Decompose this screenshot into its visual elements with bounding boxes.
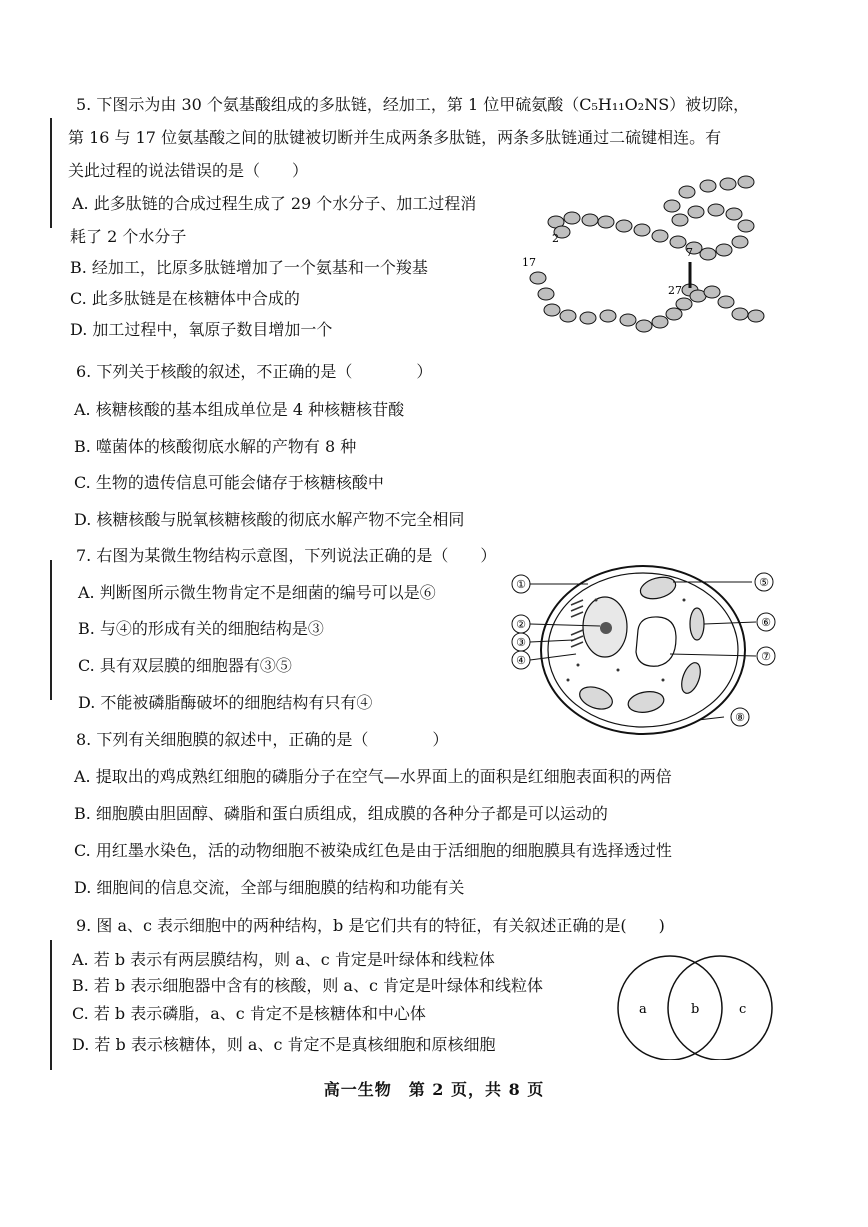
polypeptide-chain-figure [512, 170, 772, 340]
amino-acid-bead [620, 314, 636, 326]
q5-option-c: C. 此多肽链是在核糖体中合成的 [70, 289, 300, 308]
amino-acid-bead [720, 178, 736, 190]
amino-acid-bead [726, 208, 742, 220]
chain-label-27: 27 [668, 284, 682, 297]
amino-acid-bead [732, 236, 748, 248]
amino-acid-bead [538, 288, 554, 300]
q5-option-a-cont: 耗了 2 个水分子 [70, 227, 187, 246]
amino-acid-bead [688, 206, 704, 218]
venn-label-c: c [739, 1002, 747, 1017]
q5-option-d: D. 加工过程中，氧原子数目增加一个 [70, 320, 333, 339]
chain-label-2: 2 [552, 232, 559, 245]
q7-option-c: C. 具有双层膜的细胞器有③⑤ [78, 656, 292, 675]
margin-rule [50, 118, 52, 228]
amino-acid-bead [700, 180, 716, 192]
q8-option-c: C. 用红墨水染色，活的动物细胞不被染成红色是由于活细胞的细胞膜具有选择透过性 [74, 841, 672, 860]
q7-option-a: A. 判断图所示微生物肯定不是细菌的编号可以是⑥ [78, 583, 436, 602]
vacuole [636, 617, 676, 666]
q8-stem: 8. 下列有关细胞膜的叙述中，正确的是（ ） [76, 730, 449, 749]
amino-acid-bead [600, 310, 616, 322]
q7-option-b: B. 与④的形成有关的细胞结构是③ [78, 619, 324, 638]
organelle-right [690, 608, 704, 640]
amino-acid-bead [582, 214, 598, 226]
amino-acid-bead [560, 310, 576, 322]
q6-option-a: A. 核糖核酸的基本组成单位是 4 种核糖核苷酸 [74, 400, 405, 419]
q5-stem-line-3: 关此过程的说法错误的是（ ） [68, 161, 309, 180]
amino-acid-bead [652, 230, 668, 242]
q9-option-c: C. 若 b 表示磷脂，a、c 肯定不是核糖体和中心体 [72, 1004, 426, 1023]
q5-option-b: B. 经加工，比原多肽链增加了一个氨基和一个羧基 [70, 258, 428, 277]
venn-circle-a [618, 956, 722, 1060]
cell-label-4: ④ [516, 654, 526, 667]
margin-rule [50, 560, 52, 700]
amino-acid-bead [636, 320, 652, 332]
q8-option-b: B. 细胞膜由胆固醇、磷脂和蛋白质组成，组成膜的各种分子都是可以运动的 [74, 804, 608, 823]
amino-acid-bead [580, 312, 596, 324]
cell-label-6: ⑥ [761, 616, 771, 629]
venn-circle-c [668, 956, 772, 1060]
q5-stem-line-2: 第 16 与 17 位氨基酸之间的肽键被切断并生成两条多肽链，两条多肽链通过二硫键相连。有 [68, 128, 722, 147]
q6-stem: 6. 下列关于核酸的叙述，不正确的是（ ） [76, 362, 433, 381]
q5-stem-line-1: 5. 下图示为由 30 个氨基酸组成的多肽链，经加工，第 1 位甲硫氨酸（C₅H₁₁O₂NS）被切除， [76, 95, 750, 114]
amino-acid-bead [666, 308, 682, 320]
venn-diagram [615, 950, 775, 1060]
q9-stem: 9. 图 a、c 表示细胞中的两种结构，b 是它们共有的特征，有关叙述正确的是( ) [76, 916, 665, 935]
q9-option-a: A. 若 b 表示有两层膜结构，则 a、c 肯定是叶绿体和线粒体 [72, 950, 495, 969]
amino-acid-bead [676, 298, 692, 310]
nucleolus [600, 622, 612, 634]
amino-acid-bead [748, 310, 764, 322]
q9-option-d: D. 若 b 表示核糖体，则 a、c 肯定不是真核细胞和原核细胞 [72, 1035, 496, 1054]
q6-option-b: B. 噬菌体的核酸彻底水解的产物有 8 种 [74, 437, 357, 456]
q5-option-a: A. 此多肽链的合成过程生成了 29 个水分子、加工过程消 [72, 194, 477, 213]
amino-acid-bead [664, 200, 680, 212]
cell-label-2: ② [516, 618, 526, 631]
amino-acid-bead [652, 316, 668, 328]
chain-label-7: 7 [686, 246, 693, 259]
amino-acid-bead [738, 176, 754, 188]
organelle-bottom-mid [627, 689, 666, 715]
cell-label-8: ⑧ [735, 711, 745, 724]
amino-acid-bead [716, 244, 732, 256]
cell-label-5: ⑤ [759, 576, 769, 589]
chain-label-17: 17 [522, 256, 536, 269]
amino-acid-bead [738, 220, 754, 232]
q8-option-d: D. 细胞间的信息交流，全部与细胞膜的结构和功能有关 [74, 878, 465, 897]
amino-acid-bead [704, 286, 720, 298]
q6-option-d: D. 核糖核酸与脱氧核糖核酸的彻底水解产物不完全相同 [74, 510, 465, 529]
amino-acid-bead [616, 220, 632, 232]
amino-acid-bead [544, 304, 560, 316]
amino-acid-bead [700, 248, 716, 260]
q8-option-a: A. 提取出的鸡成熟红细胞的磷脂分子在空气—水界面上的面积是红细胞表面积的两倍 [74, 767, 672, 786]
cell-label-7: ⑦ [761, 650, 771, 663]
amino-acid-bead [732, 308, 748, 320]
q7-option-d: D. 不能被磷脂酶破坏的细胞结构有只有④ [78, 693, 373, 712]
q6-option-c: C. 生物的遗传信息可能会储存于核糖核酸中 [74, 473, 384, 492]
amino-acid-bead [672, 214, 688, 226]
amino-acid-bead [564, 212, 580, 224]
venn-label-b: b [691, 1002, 700, 1017]
q7-stem: 7. 右图为某微生物结构示意图，下列说法正确的是（ ） [76, 546, 497, 565]
amino-acid-bead [530, 272, 546, 284]
amino-acid-bead [708, 204, 724, 216]
cell-label-3: ③ [516, 636, 526, 649]
amino-acid-bead [718, 296, 734, 308]
page-footer: 高一生物 第 2 页，共 8 页 [323, 1080, 545, 1099]
cell-structure-figure [508, 560, 788, 740]
amino-acid-bead [679, 186, 695, 198]
cell-label-1: ① [516, 578, 526, 591]
q9-option-b: B. 若 b 表示细胞器中含有的核酸，则 a、c 肯定是叶绿体和线粒体 [72, 976, 544, 995]
amino-acid-bead [598, 216, 614, 228]
amino-acid-bead [634, 224, 650, 236]
organelle-top [638, 574, 678, 603]
amino-acid-bead [670, 236, 686, 248]
margin-rule [50, 940, 52, 1070]
venn-label-a: a [639, 1002, 647, 1017]
organelle-bottom-right [678, 660, 704, 696]
